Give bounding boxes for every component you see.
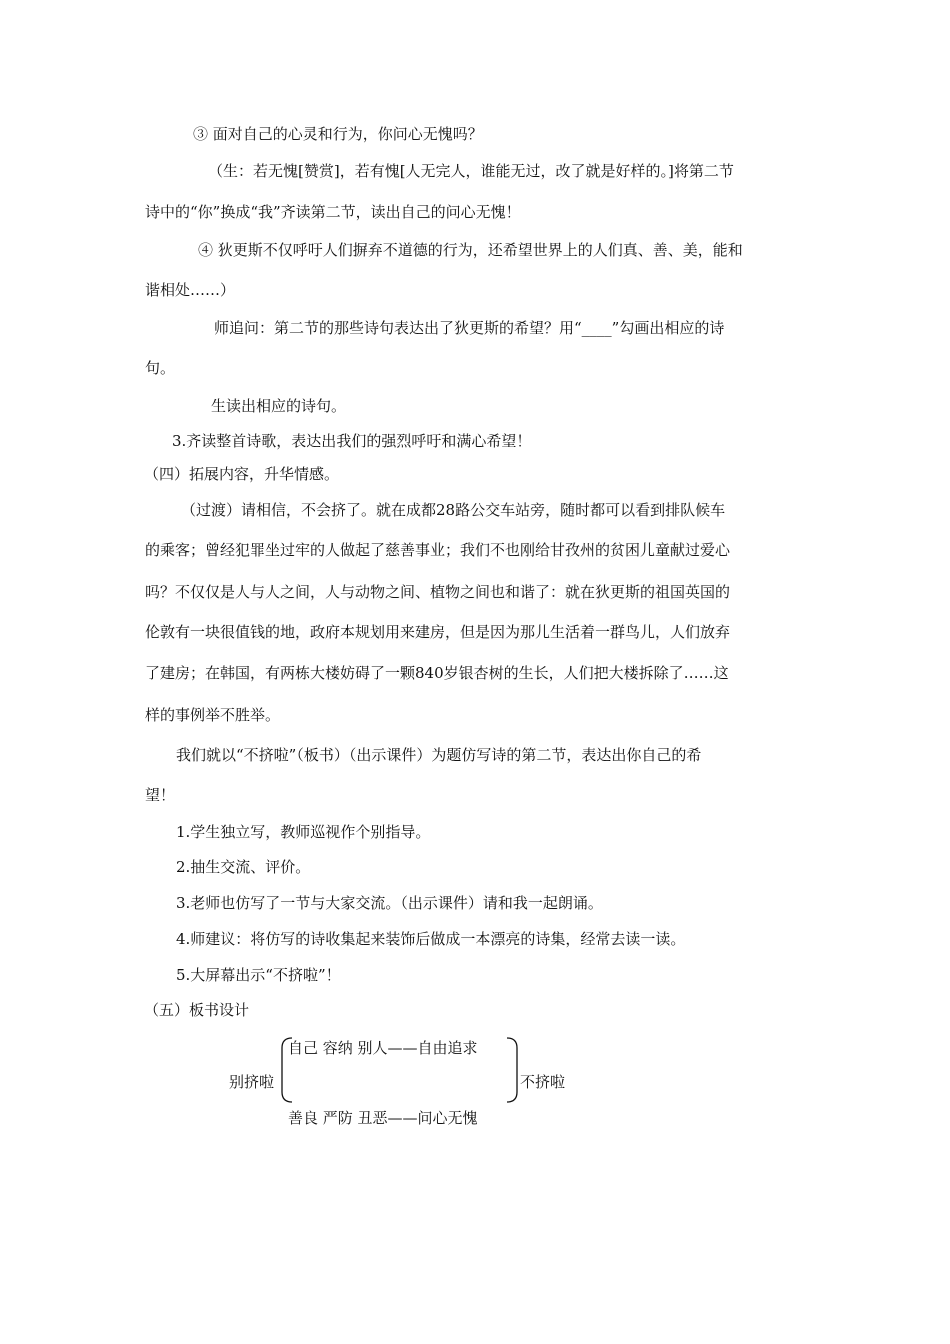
text-line-14: 伦敦有一块很值钱的地，政府本规划用来建房，但是因为那儿生活着一群鸟儿，人们放弃 [145,623,731,641]
text-line-4: ④ 狄更斯不仅呼吁人们摒弃不道德的行为，还希望世界上的人们真、善、美，能和 [198,241,743,259]
text-line-13: 吗？不仅仅是人与人之间，人与动物之间、植物之间也和谐了：就在狄更斯的祖国英国的 [145,583,731,601]
board-top-line: 自己 容纳 别人——自由追求 [288,1039,478,1057]
text-line-7: 句。 [145,359,176,377]
list-item-4: 4.师建议：将仿写的诗收集起来装饰后做成一本漂亮的诗集，经常去读一读。 [176,930,686,948]
section-heading-4: （四）拓展内容，升华情感。 [144,465,340,483]
board-bottom-line: 善良 严防 丑恶——问心无愧 [288,1109,478,1127]
text-line-3: 诗中的“你”换成“我”齐读第二节，读出自己的问心无愧！ [145,203,521,221]
text-line-6: 师追问：第二节的那些诗句表达出了狄更斯的希望？用“____”勾画出相应的诗 [214,319,725,337]
text-line-17: 我们就以“不挤啦”（板书）（出示课件）为题仿写诗的第二节，表达出你自己的希 [176,746,702,764]
text-line-12: 的乘客；曾经犯罪坐过牢的人做起了慈善事业；我们不也刚给甘孜州的贫困儿童献过爱心 [145,541,731,559]
text-line-5: 谐相处……） [145,281,236,299]
list-item-3: 3.老师也仿写了一节与大家交流。（出示课件）请和我一起朗诵。 [176,894,603,912]
board-left-label: 别挤啦 [229,1073,275,1091]
board-right-label: 不挤啦 [520,1073,566,1091]
right-bracket-icon [505,1036,523,1104]
text-line-8: 生读出相应的诗句。 [211,397,347,415]
section-heading-5: （五）板书设计 [144,1001,250,1019]
text-line-1: ③ 面对自己的心灵和行为，你问心无愧吗？ [193,125,483,143]
text-line-9: 3.齐读整首诗歌，表达出我们的强烈呼吁和满心希望！ [172,432,532,450]
list-item-5: 5.大屏幕出示“不挤啦”！ [176,966,341,984]
text-line-2: （生：若无愧[赞赏]，若有愧[人无完人，谁能无过，改了就是好样的。]将第二节 [208,162,734,180]
text-line-11: （过渡）请相信，不会挤了。就在成都28路公交车站旁，随时都可以看到排队候车 [181,501,726,519]
list-item-2: 2.抽生交流、评价。 [176,858,311,876]
text-line-15: 了建房；在韩国，有两栋大楼妨碍了一颗840岁银杏树的生长，人们把大楼拆除了……这 [145,664,729,682]
list-item-1: 1.学生独立写，教师巡视作个别指导。 [176,823,431,841]
text-line-16: 样的事例举不胜举。 [145,706,281,724]
text-line-18: 望！ [145,786,176,804]
